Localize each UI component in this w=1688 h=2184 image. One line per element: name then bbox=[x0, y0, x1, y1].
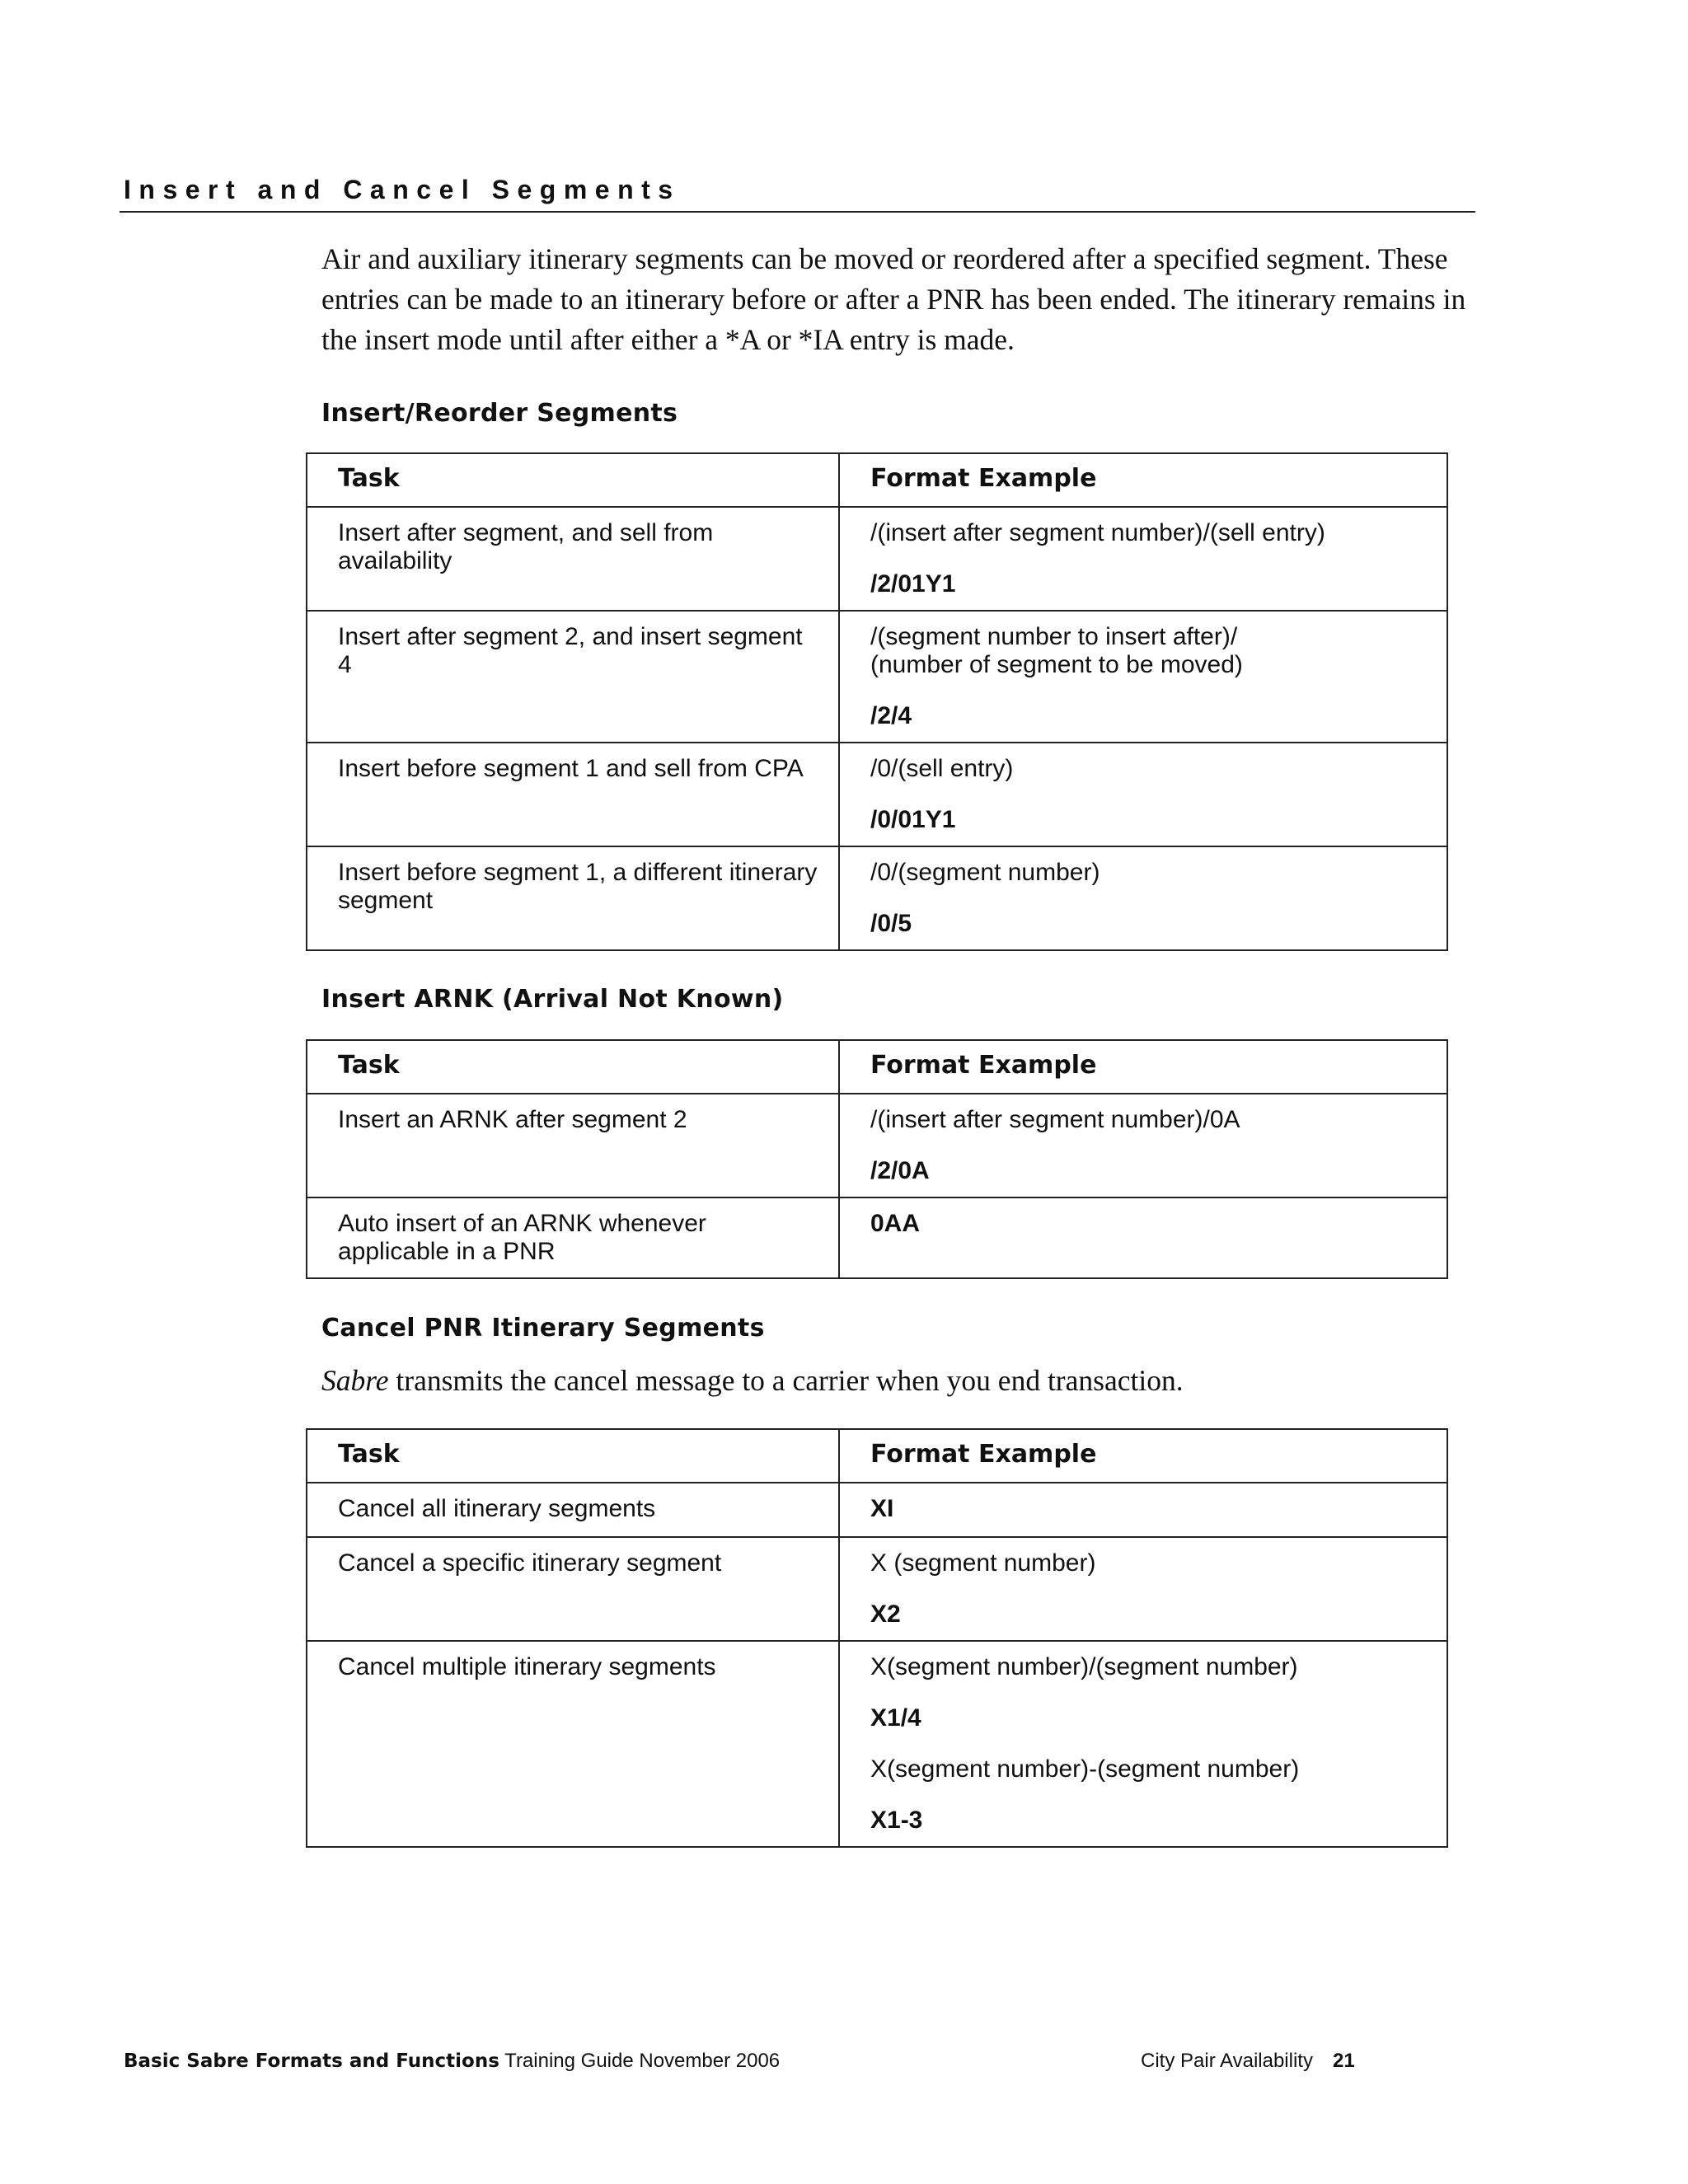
column-header-task: Task bbox=[307, 453, 839, 507]
table-row bbox=[307, 1537, 1447, 1641]
table-row bbox=[307, 1483, 1447, 1537]
task-cell: Insert after segment, and sell from availability bbox=[307, 507, 839, 611]
format-cell bbox=[839, 743, 1447, 846]
footer-book-subtitle: Training Guide November 2006 bbox=[499, 2050, 781, 2072]
task-cell: Insert an ARNK after segment 2 bbox=[307, 1094, 839, 1197]
format-cell bbox=[839, 1641, 1447, 1847]
format-example: /2/01Y1 bbox=[870, 570, 956, 598]
table-header-row bbox=[307, 453, 1447, 507]
footer-chapter bbox=[1141, 2050, 1355, 2073]
format-pattern: X (segment number) bbox=[870, 1549, 1096, 1577]
format-example: /0/01Y1 bbox=[870, 806, 956, 833]
footer-book-title-bold: Basic Sabre Formats and Functions bbox=[124, 2050, 499, 2072]
task-cell: Cancel a specific itinerary segment bbox=[307, 1537, 839, 1641]
table-row bbox=[307, 507, 1447, 611]
table-row bbox=[307, 1094, 1447, 1197]
page-number: 21 bbox=[1332, 2050, 1355, 2072]
format-cell bbox=[839, 1483, 1447, 1537]
task-cell: Cancel multiple itinerary segments bbox=[307, 1641, 839, 1847]
task-cell: Cancel all itinerary segments bbox=[307, 1483, 839, 1537]
format-example: 0AA bbox=[870, 1210, 921, 1237]
task-cell: Insert after segment 2, and insert segment 4 bbox=[307, 611, 839, 743]
table-header-row bbox=[307, 1429, 1447, 1483]
table-insert-reorder bbox=[306, 452, 1448, 951]
table-header-row bbox=[307, 1040, 1447, 1094]
format-cell bbox=[839, 1537, 1447, 1641]
format-pattern: /0/(segment number) bbox=[870, 859, 1100, 886]
intro-paragraph: Air and auxiliary itinerary segments can be moved or reordered after a specified segment. These entries can be made to an itinerary before or after a PNR has been ended. The itinerary remains in the insert mode until after either a *A or *IA entry is made. bbox=[321, 242, 1466, 356]
format-example: X1-3 bbox=[870, 1807, 923, 1834]
column-header-task: Task bbox=[307, 1429, 839, 1483]
column-header-format: Format Example bbox=[839, 1429, 1447, 1483]
cancel-note-text: transmits the cancel message to a carrier when you end transaction. bbox=[388, 1364, 1184, 1397]
table-cancel bbox=[306, 1428, 1448, 1848]
column-header-format: Format Example bbox=[839, 453, 1447, 507]
format-cell bbox=[839, 611, 1447, 743]
column-header-format: Format Example bbox=[839, 1040, 1447, 1094]
task-cell: Insert before segment 1, a different itinerary segment bbox=[307, 846, 839, 950]
table-row bbox=[307, 1197, 1447, 1278]
format-pattern: /(segment number to insert after)/ (number of segment to be moved) bbox=[870, 623, 1243, 678]
format-example: /2/4 bbox=[870, 702, 912, 729]
format-example: /2/0A bbox=[870, 1157, 930, 1184]
format-cell bbox=[839, 1197, 1447, 1278]
footer-book-title bbox=[124, 2050, 780, 2073]
cancel-note-italic: Sabre bbox=[321, 1364, 389, 1397]
format-example: X2 bbox=[870, 1601, 901, 1628]
page-header: Insert and Cancel Segments bbox=[124, 175, 681, 204]
header-rule bbox=[120, 211, 1475, 213]
format-pattern: /(insert after segment number)/(sell entry) bbox=[870, 519, 1325, 546]
format-example: XI bbox=[870, 1495, 894, 1522]
format-pattern: /0/(sell entry) bbox=[870, 755, 1014, 782]
format-example: /0/5 bbox=[870, 910, 912, 937]
section-title-cancel: Cancel PNR Itinerary Segments bbox=[321, 1314, 765, 1343]
format-cell bbox=[839, 507, 1447, 611]
format-pattern: X(segment number)-(segment number) bbox=[870, 1755, 1300, 1783]
cancel-note bbox=[321, 1361, 1475, 1401]
format-pattern: /(insert after segment number)/0A bbox=[870, 1106, 1240, 1133]
footer-chapter-name: City Pair Availability bbox=[1141, 2050, 1313, 2072]
table-insert-arnk bbox=[306, 1039, 1448, 1279]
format-cell bbox=[839, 1094, 1447, 1197]
task-cell: Insert before segment 1 and sell from CPA bbox=[307, 743, 839, 846]
table-row bbox=[307, 611, 1447, 743]
column-header-task: Task bbox=[307, 1040, 839, 1094]
format-cell bbox=[839, 846, 1447, 950]
section-title-insert-reorder: Insert/Reorder Segments bbox=[321, 399, 678, 428]
format-example: X1/4 bbox=[870, 1704, 921, 1732]
table-row bbox=[307, 846, 1447, 950]
table-row bbox=[307, 1641, 1447, 1847]
format-pattern: X(segment number)/(segment number) bbox=[870, 1653, 1298, 1680]
section-title-insert-arnk: Insert ARNK (Arrival Not Known) bbox=[321, 985, 784, 1014]
table-row bbox=[307, 743, 1447, 846]
task-cell: Auto insert of an ARNK whenever applicable in a PNR bbox=[307, 1197, 839, 1278]
